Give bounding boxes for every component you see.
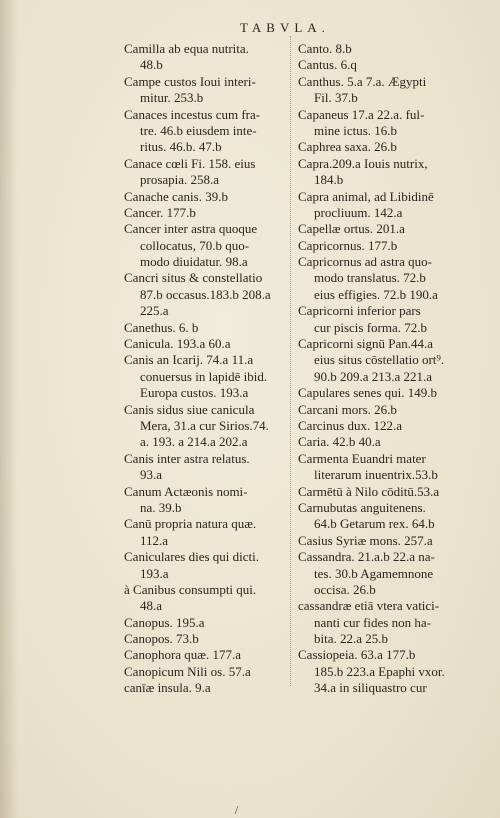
index-entry-line: Capricornus ad astra quo- xyxy=(298,254,432,270)
index-entry-line: canīæ insula. 9.a xyxy=(124,680,211,696)
index-entry-line: Carcinus dux. 122.a xyxy=(298,417,402,433)
index-entry-line: Fil. 37.b xyxy=(314,90,358,106)
index-entry-line: 34.a in siliquastro cur xyxy=(314,680,427,696)
index-entry-line: 48.b xyxy=(140,57,163,73)
index-entry-line: modo diuidatur. 98.a xyxy=(140,254,248,270)
index-entry-line: procliuum. 142.a xyxy=(314,204,403,220)
index-entry-line: tes. 30.b Agamemnone xyxy=(314,565,434,581)
index-entry-line: Canthus. 5.a 7.a. Ægypti xyxy=(298,73,427,89)
index-entry-line: na. 39.b xyxy=(140,499,182,515)
index-entry-line: 112.a xyxy=(140,532,169,548)
index-entry-line: collocatus, 70.b quo- xyxy=(140,237,250,253)
index-entry-line: Canis an Icarij. 74.a 11.a xyxy=(124,352,254,368)
index-entry-line: Canto. 8.b xyxy=(298,41,352,56)
index-entry-line: 93.a xyxy=(140,467,163,483)
index-entry-line: 64.b Getarum rex. 64.b xyxy=(314,516,435,532)
index-entry-line: Canis sidus siue canicula xyxy=(124,401,255,417)
index-entry-line: Cancri situs & constellatio xyxy=(124,270,263,286)
index-entry-line: Canace cœli Fi. 158. eius xyxy=(124,155,256,171)
index-entry-line: Canopos. 73.b xyxy=(124,631,199,647)
index-entry-line: Cassiopeia. 63.a 177.b xyxy=(298,647,416,663)
index-entry-line: 184.b xyxy=(314,172,344,188)
index-entry-line: Casius Syriæ mons. 257.a xyxy=(298,532,433,548)
index-entry-line: Cancer inter astra quoque xyxy=(124,221,258,237)
index-entry-line: ritus. 46.b. 47.b xyxy=(140,139,222,155)
index-entry-line: Canache canis. 39.b xyxy=(124,188,228,204)
index-entry-line: Europa custos. 193.a xyxy=(140,385,249,401)
index-entry-line: bita. 22.a 25.b xyxy=(314,631,389,647)
gutter-shadow xyxy=(0,0,18,818)
index-entry-line: Mera, 31.a cur Sirios.74. xyxy=(140,417,269,433)
index-entry-line: Canū propria natura quæ. xyxy=(124,516,257,532)
index-entry-line: Caphrea saxa. 26.b xyxy=(298,139,397,155)
index-entry-line: eius effigies. 72.b 190.a xyxy=(314,286,438,302)
index-entry-line: Carmētū à Nilo cōditū.53.a xyxy=(298,483,440,499)
index-entry-line: Capricorni inferior pars xyxy=(298,303,421,319)
bottom-mark xyxy=(235,806,245,814)
index-entry-line: Canum Actæonis nomi- xyxy=(124,483,248,499)
index-entry-line: mine ictus. 16.b xyxy=(314,122,398,138)
index-entry-line: Capaneus 17.a 22.a. ful- xyxy=(298,106,425,122)
index-entry-line: a. 193. a 214.a 202.a xyxy=(140,434,248,450)
index-entry-line: Cassandra. 21.a.b 22.a na- xyxy=(298,549,435,565)
index-entry-line: Canis inter astra relatus. xyxy=(124,450,250,466)
index-entry-line: Camilla ab equa nutrita. xyxy=(124,41,249,56)
column-divider xyxy=(290,36,291,686)
index-entry-line: Cantus. 6.q xyxy=(298,57,357,73)
index-entry-line: Carcani mors. 26.b xyxy=(298,401,397,417)
index-entry-line: modo translatus. 72.b xyxy=(314,270,426,286)
index-entry-line: 185.b 223.a Epaphi vxor. xyxy=(314,663,445,679)
index-entry-line: 87.b occasus.183.b 208.a xyxy=(140,286,271,302)
index-entry-line: 193.a xyxy=(140,565,169,581)
running-head: TABVLA. xyxy=(240,20,330,35)
index-entry-line: Canophora quæ. 177.a xyxy=(124,647,241,663)
index-entry-line: Capulares senes qui. 149.b xyxy=(298,385,438,401)
index-entry-line: Canethus. 6. b xyxy=(124,319,199,335)
index-entry-line: Carnubutas anguitenens. xyxy=(298,499,426,515)
index-entry-line: Canaces incestus cum fra- xyxy=(124,106,261,122)
index-entry-line: Canicula. 193.a 60.a xyxy=(124,336,231,352)
index-entry-line: Campe custos Ioui interi- xyxy=(124,73,256,89)
right-index-column xyxy=(298,41,456,697)
index-entry-line: Cancer. 177.b xyxy=(124,204,196,220)
index-entry-line: Canopus. 195.a xyxy=(124,614,205,630)
index-entry-line: 225.a xyxy=(140,303,169,319)
index-entry-line: Capra.209.a Iouis nutrix, xyxy=(298,155,428,171)
index-entry-line: Capricornus. 177.b xyxy=(298,237,398,253)
index-entry-line: eius situs cōstellatio ort⁹. xyxy=(314,352,445,368)
index-entry-line: 90.b 209.a 213.a 221.a xyxy=(314,368,433,384)
index-entry-line: Caria. 42.b 40.a xyxy=(298,434,381,450)
index-entry-line: cassandræ etiā vtera vatici- xyxy=(298,598,440,614)
index-entry-line: conuersus in lapidē ibid. xyxy=(140,368,268,384)
index-entry-line: tre. 46.b eiusdem inte- xyxy=(140,122,257,138)
index-entry-line: Capricorni signū Pan.44.a xyxy=(298,336,434,352)
left-index-column xyxy=(124,41,286,697)
index-entry-line: Canopicum Nili os. 57.a xyxy=(124,663,251,679)
index-entry-line: prosapia. 258.a xyxy=(140,172,220,188)
index-entry-line: Capra animal, ad Libidinē xyxy=(298,188,434,204)
index-entry-line: nanti cur fides non ha- xyxy=(314,614,431,630)
index-entry-line: 48.a xyxy=(140,598,163,614)
index-entry-line: Capellæ ortus. 201.a xyxy=(298,221,405,237)
index-entry-line: mitur. 253.b xyxy=(140,90,204,106)
index-entry-line: cur piscis forma. 72.b xyxy=(314,319,428,335)
index-entry-line: Carmenta Euandri mater xyxy=(298,450,426,466)
index-entry-line: à Canibus consumpti qui. xyxy=(124,581,257,597)
index-entry-line: Caniculares dies qui dicti. xyxy=(124,549,260,565)
index-entry-line: literarum inuentrix.53.b xyxy=(314,467,438,483)
index-entry-line: occisa. 26.b xyxy=(314,581,376,597)
